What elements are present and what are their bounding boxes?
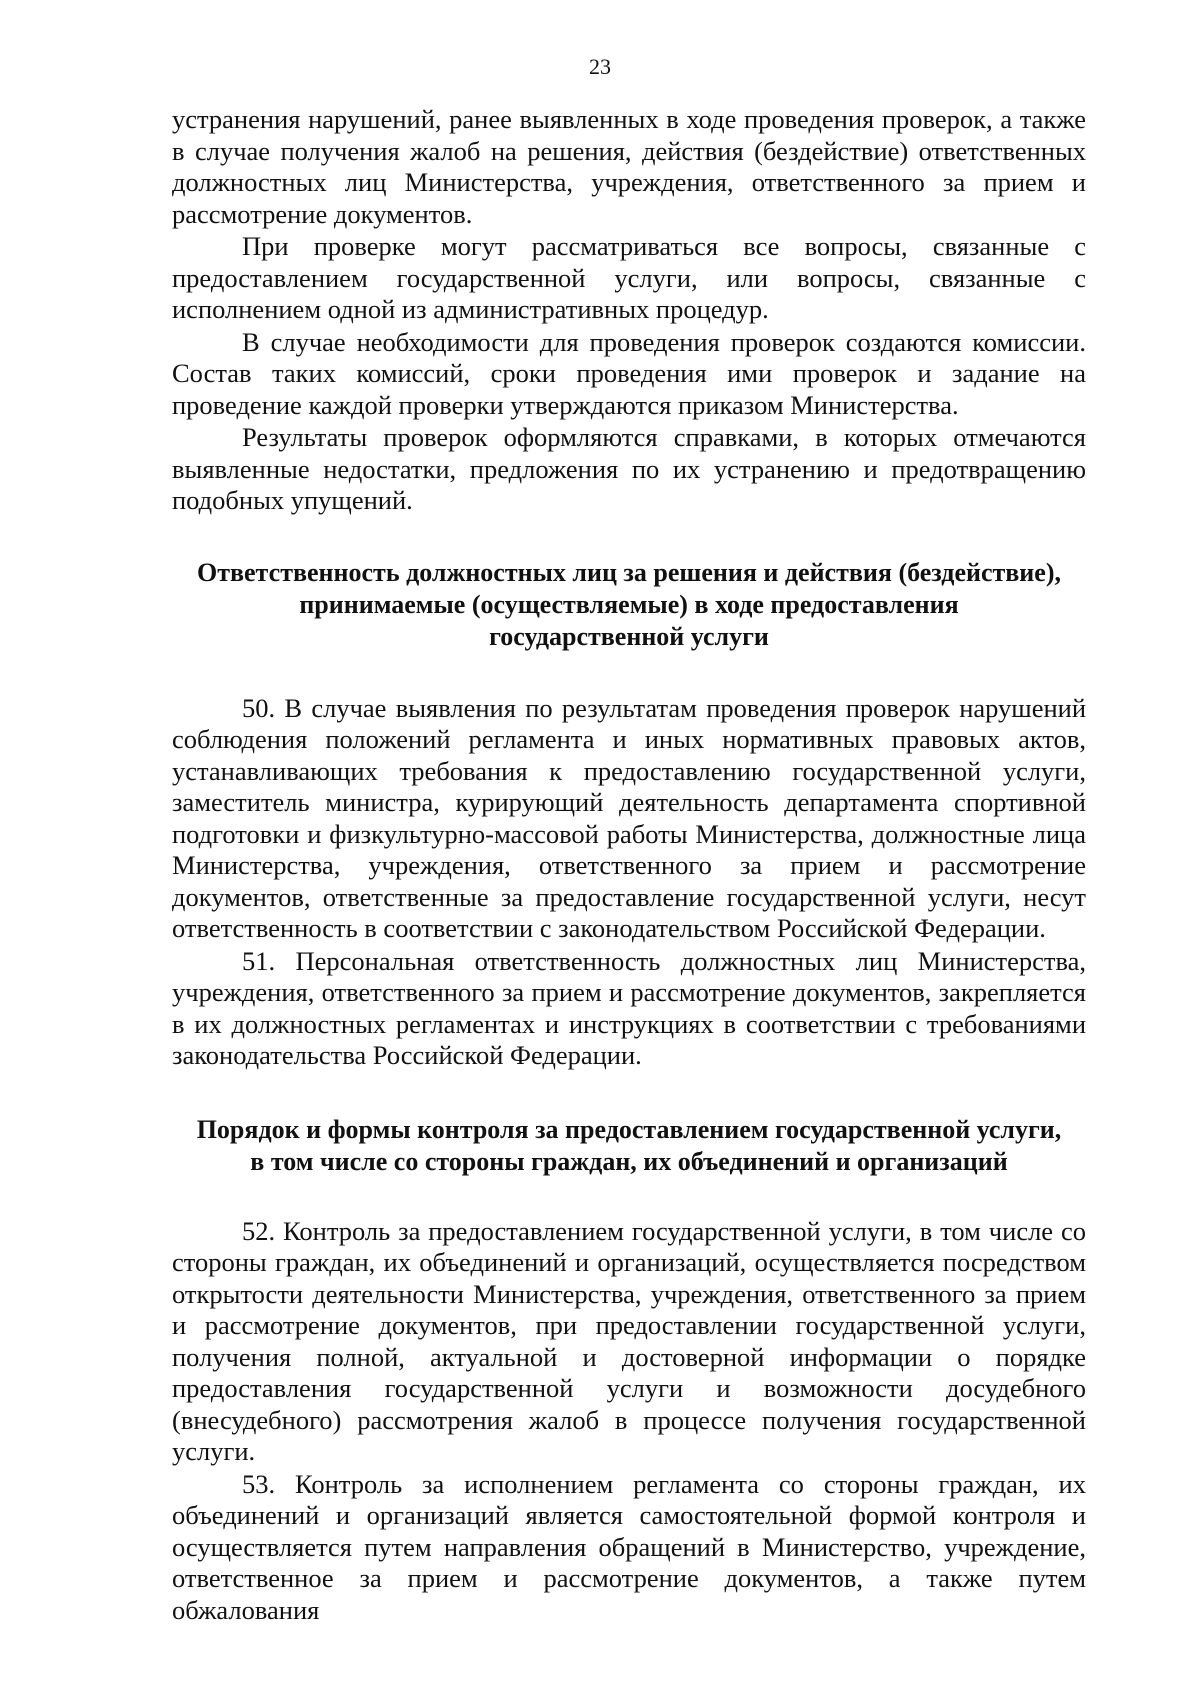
document-body <box>172 104 1086 1626</box>
heading-line: в том числе со стороны граждан, их объединений и организаций <box>250 1146 1008 1176</box>
paragraph-52: 52. Контроль за предоставлением государственной услуги, в том числе со стороны граждан, их объединений и организаций, осуществляется посредством открытости деятельности Министерства, учреждения, ответственного за прием и рассмотрение документов, при предоставлении государственной услуги, получения полной, актуальной и достоверной информации о порядке предоставления государственной услуги и возможности досудебного (внесудебного) рассмотрения жалоб в процессе получения государственной услуги. <box>172 1215 1086 1466</box>
paragraph-53: 53. Контроль за исполнением регламента со стороны граждан, их объединений и организаций является самостоятельной формой контроля и осуществляется путем направления обращений в Министерство, учреждение, ответственное за прием и рассмотрение документов, а также путем обжалования <box>172 1468 1086 1625</box>
paragraph-results: Результаты проверок оформляются справками, в которых отмечаются выявленные недостатки, предложения по их устранению и предотвращению подобных упущений. <box>172 422 1086 515</box>
heading-line: Порядок и формы контроля за предоставлением государственной услуги, <box>196 1114 1062 1144</box>
paragraph-intro: устранения нарушений, ранее выявленных в ходе проведения проверок, а также в случае получения жалоб на решения, действия (бездействие) ответственных должностных лиц Министерства, учреждения, ответственного за прием и рассмотрение документов. <box>172 104 1086 229</box>
section-heading-responsibility <box>172 557 1086 653</box>
paragraph-51: 51. Персональная ответственность должностных лиц Министерства, учреждения, ответственного за прием и рассмотрение документов, закрепляется в их должностных регламентах и инструкциях в соответствии с требованиями законодательства Российской Федерации. <box>172 945 1086 1070</box>
section-heading-control <box>172 1114 1086 1178</box>
heading-line: Ответственность должностных лиц за решения и действия (бездействие), <box>196 557 1061 587</box>
paragraph-commission: В случае необходимости для проведения проверок создаются комиссии. Состав таких комиссий, сроки проведения ими проверок и задание на проведение каждой проверки утверждаются приказом Министерства. <box>172 326 1086 420</box>
paragraph-check-scope: При проверке могут рассматриваться все вопросы, связанные с предоставлением государственной услуги, или вопросы, связанные с исполнением одной из административных процедур. <box>172 231 1086 324</box>
heading-line: принимаемые (осуществляемые) в ходе предоставления <box>299 589 959 619</box>
page-number: 23 <box>589 54 611 79</box>
heading-line: государственной услуги <box>489 621 769 651</box>
paragraph-50: 50. В случае выявления по результатам проведения проверок нарушений соблюдения положений регламента и иных нормативных правовых актов, устанавливающих требования к предоставлению государственной услуги, заместитель министра, курирующий деятельность департамента спортивной подготовки и физкультурно-массовой работы Министерства, должностные лица Министерства, учреждения, ответственного за прием и рассмотрение документов, ответственные за предоставление государственной услуги, несут ответственность в соответствии с законодательством Российской Федерации. <box>172 692 1086 943</box>
